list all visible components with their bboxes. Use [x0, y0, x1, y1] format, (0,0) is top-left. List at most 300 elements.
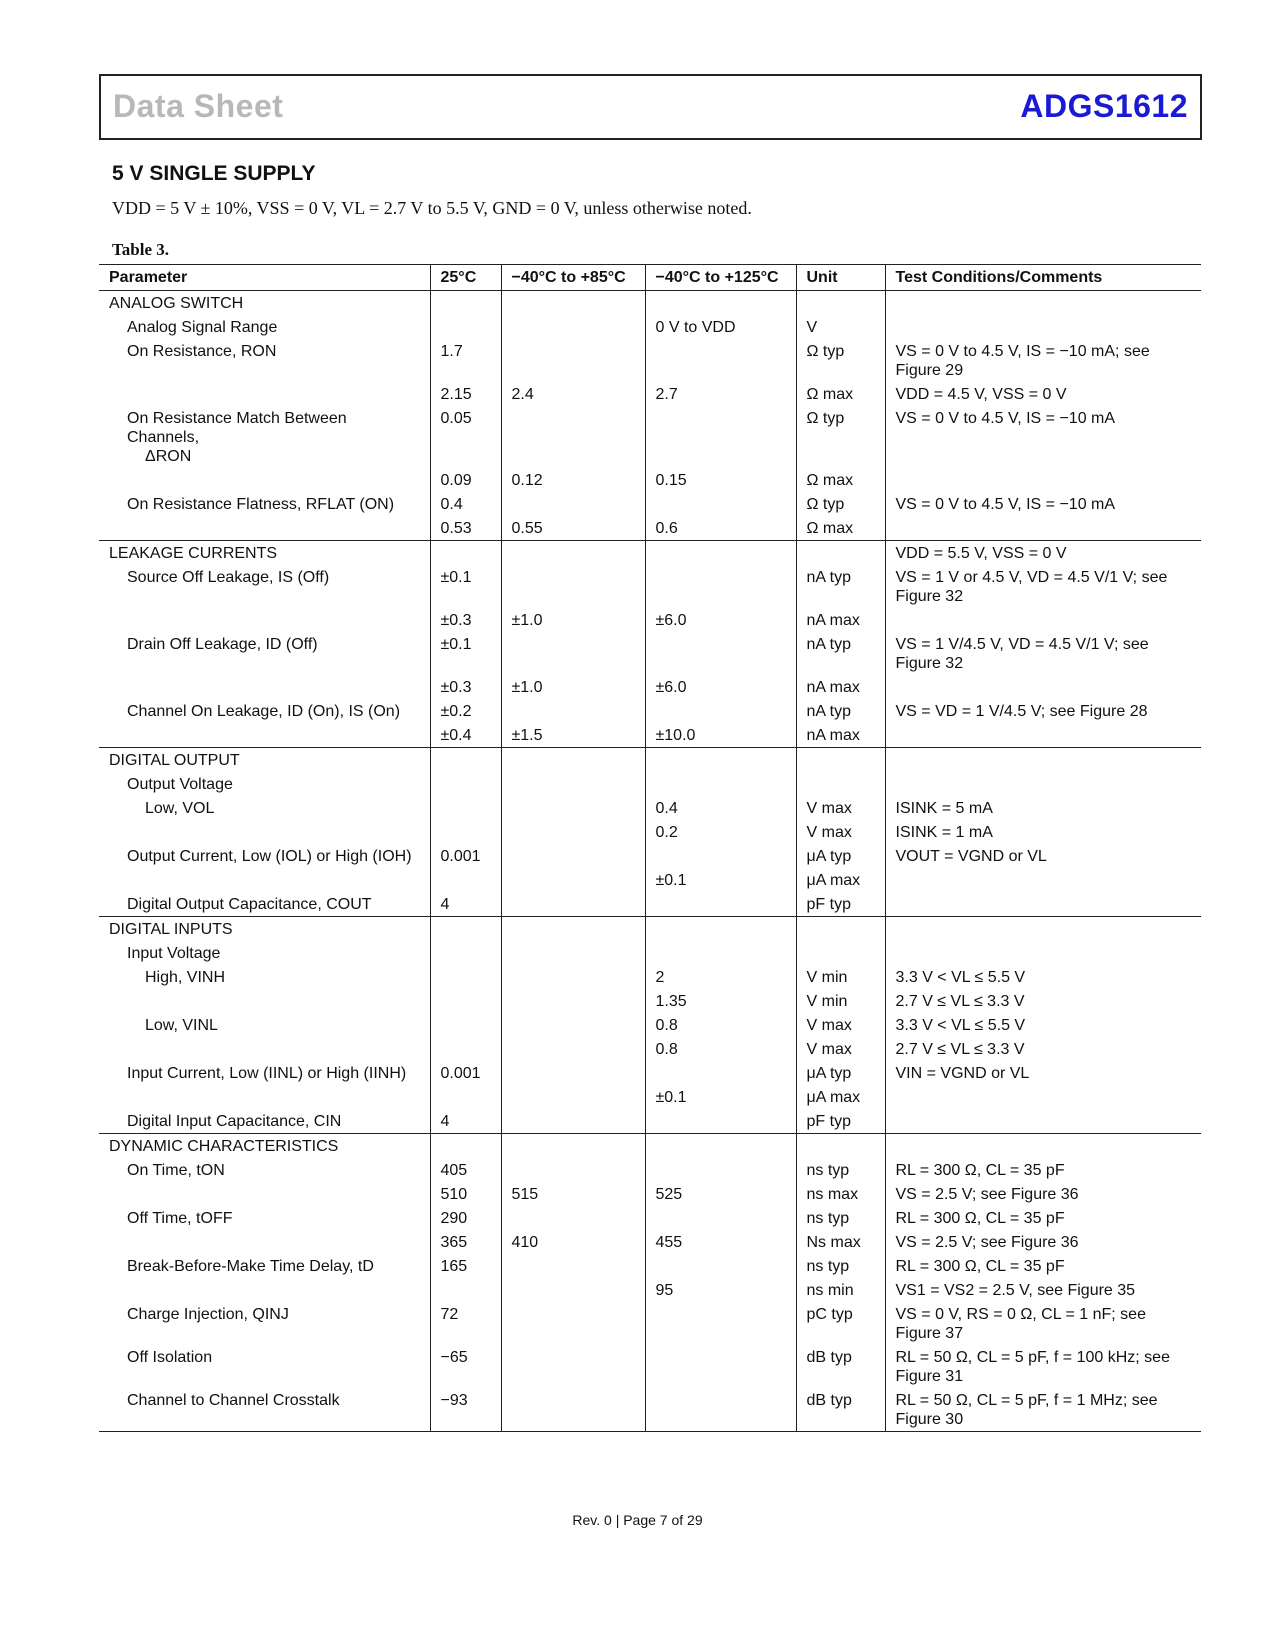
cell-cond: 3.3 V < VL ≤ 5.5 V — [885, 1013, 1201, 1037]
cell-param — [99, 1278, 430, 1302]
cell-unit: ns typ — [796, 1206, 885, 1230]
cell-c85 — [501, 406, 645, 468]
cell-param — [99, 1134, 430, 1159]
parameter-label: Digital Output Capacitance, COUT — [127, 896, 372, 913]
cell-c25 — [430, 989, 501, 1013]
table-row — [99, 1278, 1201, 1302]
cell-c25: ±0.4 — [430, 723, 501, 748]
parameter-label: On Resistance Match Between Channels, — [127, 410, 347, 446]
cell-unit: ns min — [796, 1278, 885, 1302]
cell-cond — [885, 772, 1201, 796]
cell-c85 — [501, 632, 645, 675]
cell-param — [99, 339, 430, 382]
table-row — [99, 820, 1201, 844]
cell-unit — [796, 1134, 885, 1159]
cell-param — [99, 1302, 430, 1345]
table-row — [99, 675, 1201, 699]
cell-c85 — [501, 917, 645, 942]
cell-c125 — [645, 291, 796, 316]
table-row — [99, 796, 1201, 820]
table-group-row — [99, 917, 1201, 942]
cell-c25: 405 — [430, 1158, 501, 1182]
cell-c125 — [645, 917, 796, 942]
cell-param — [99, 516, 430, 541]
cell-param — [99, 989, 430, 1013]
cell-c125 — [645, 1109, 796, 1134]
cell-c85 — [501, 1037, 645, 1061]
cell-unit: μA max — [796, 1085, 885, 1109]
table-row — [99, 1388, 1201, 1432]
cell-cond: RL = 50 Ω, CL = 5 pF, f = 1 MHz; see Figure 30 — [885, 1388, 1201, 1432]
cell-unit: μA typ — [796, 844, 885, 868]
cell-cond — [885, 675, 1201, 699]
cell-unit — [796, 941, 885, 965]
parameter-label: On Time, tON — [127, 1162, 225, 1179]
col-header-parameter: Parameter — [99, 265, 430, 291]
cell-c85: 0.55 — [501, 516, 645, 541]
parameter-label: Low, VOL — [145, 800, 215, 817]
cell-unit: nA typ — [796, 632, 885, 675]
cell-param — [99, 1037, 430, 1061]
cell-cond: ISINK = 1 mA — [885, 820, 1201, 844]
cell-param — [99, 820, 430, 844]
cell-c85 — [501, 796, 645, 820]
parameter-label: Channel to Channel Crosstalk — [127, 1392, 340, 1409]
table-row — [99, 844, 1201, 868]
table-row — [99, 1013, 1201, 1037]
cell-c85: ±1.0 — [501, 675, 645, 699]
cell-c125 — [645, 941, 796, 965]
cell-c25: 0.53 — [430, 516, 501, 541]
cell-c125: 2 — [645, 965, 796, 989]
cell-c25 — [430, 1085, 501, 1109]
cell-cond — [885, 868, 1201, 892]
cell-cond: VS = 0 V to 4.5 V, IS = −10 mA — [885, 492, 1201, 516]
cell-unit — [796, 748, 885, 773]
cell-cond: VS = 2.5 V; see Figure 36 — [885, 1230, 1201, 1254]
cell-param — [99, 675, 430, 699]
table-row — [99, 468, 1201, 492]
cell-c25: ±0.2 — [430, 699, 501, 723]
section-title: 5 V SINGLE SUPPLY — [112, 162, 316, 185]
table-row — [99, 1345, 1201, 1388]
cell-c25: 4 — [430, 1109, 501, 1134]
cell-param — [99, 1061, 430, 1085]
cell-c25: 72 — [430, 1302, 501, 1345]
table-row — [99, 1037, 1201, 1061]
cell-param — [99, 1109, 430, 1134]
cell-unit — [796, 772, 885, 796]
cell-c25: 165 — [430, 1254, 501, 1278]
cell-cond — [885, 468, 1201, 492]
table-row — [99, 699, 1201, 723]
parameter-label: Analog Signal Range — [127, 319, 278, 336]
cell-unit: V min — [796, 965, 885, 989]
col-header-unit: Unit — [796, 265, 885, 291]
cell-c85 — [501, 1254, 645, 1278]
cell-unit: V min — [796, 989, 885, 1013]
parameter-label-continued: ΔRON — [145, 448, 192, 465]
page-footer: Rev. 0 | Page 7 of 29 — [572, 1512, 703, 1528]
cell-c25 — [430, 941, 501, 965]
table-row — [99, 892, 1201, 917]
cell-param — [99, 1206, 430, 1230]
cell-unit: V max — [796, 796, 885, 820]
table-row — [99, 941, 1201, 965]
cell-cond — [885, 917, 1201, 942]
cell-c85 — [501, 989, 645, 1013]
cell-c85 — [501, 1158, 645, 1182]
table-row — [99, 1206, 1201, 1230]
cell-c125 — [645, 541, 796, 566]
parameter-label: Channel On Leakage, ID (On), IS (On) — [127, 703, 401, 720]
cell-unit — [796, 917, 885, 942]
cell-param — [99, 796, 430, 820]
cell-c85 — [501, 339, 645, 382]
cell-c125: 0.15 — [645, 468, 796, 492]
cell-param — [99, 541, 430, 566]
cell-unit: nA typ — [796, 565, 885, 608]
cell-c25: 2.15 — [430, 382, 501, 406]
cell-cond: VS = 1 V or 4.5 V, VD = 4.5 V/1 V; see Figure 32 — [885, 565, 1201, 608]
header-part-number: ADGS1612 — [1020, 88, 1188, 124]
cell-unit: Ω typ — [796, 406, 885, 468]
cell-c125: ±10.0 — [645, 723, 796, 748]
cell-cond — [885, 1085, 1201, 1109]
table-group-row — [99, 748, 1201, 773]
cell-c125 — [645, 1206, 796, 1230]
parameter-label: ANALOG SWITCH — [109, 295, 244, 312]
cell-c125: 455 — [645, 1230, 796, 1254]
cell-c85 — [501, 1388, 645, 1432]
cell-c125: 0.8 — [645, 1013, 796, 1037]
cell-c125 — [645, 339, 796, 382]
cell-cond: ISINK = 5 mA — [885, 796, 1201, 820]
table-row — [99, 1109, 1201, 1134]
cell-c25: 0.05 — [430, 406, 501, 468]
cell-c25: −65 — [430, 1345, 501, 1388]
cell-c85 — [501, 492, 645, 516]
cell-c25 — [430, 541, 501, 566]
cell-c85 — [501, 1345, 645, 1388]
parameter-label: LEAKAGE CURRENTS — [109, 545, 278, 562]
cell-param — [99, 1388, 430, 1432]
cell-param — [99, 941, 430, 965]
table-row — [99, 632, 1201, 675]
cell-c25 — [430, 1037, 501, 1061]
cell-unit: V max — [796, 1037, 885, 1061]
header-doc-type: Data Sheet — [113, 88, 284, 124]
cell-c85 — [501, 541, 645, 566]
parameter-label: High, VINH — [145, 969, 226, 986]
cell-cond: VOUT = VGND or VL — [885, 844, 1201, 868]
cell-c85 — [501, 965, 645, 989]
cell-param — [99, 382, 430, 406]
table-row — [99, 868, 1201, 892]
cell-c25: 0.4 — [430, 492, 501, 516]
cell-c85 — [501, 565, 645, 608]
cell-c125: 0 V to VDD — [645, 315, 796, 339]
cell-cond: RL = 300 Ω, CL = 35 pF — [885, 1254, 1201, 1278]
cell-param — [99, 1230, 430, 1254]
table-group-row — [99, 541, 1201, 566]
cell-c25: ±0.3 — [430, 608, 501, 632]
cell-c85 — [501, 1013, 645, 1037]
cell-c85 — [501, 844, 645, 868]
table-row — [99, 965, 1201, 989]
cell-c85: 2.4 — [501, 382, 645, 406]
table-row — [99, 1302, 1201, 1345]
cell-c25: 510 — [430, 1182, 501, 1206]
cell-cond — [885, 1109, 1201, 1134]
cell-unit: μA max — [796, 868, 885, 892]
cell-c125 — [645, 699, 796, 723]
cell-param — [99, 1085, 430, 1109]
cell-c25 — [430, 291, 501, 316]
cell-c125 — [645, 1134, 796, 1159]
cell-c125: ±0.1 — [645, 1085, 796, 1109]
cell-c25 — [430, 820, 501, 844]
cell-c25 — [430, 965, 501, 989]
cell-c125 — [645, 1388, 796, 1432]
cell-c25: ±0.3 — [430, 675, 501, 699]
cell-c125 — [645, 406, 796, 468]
table-row — [99, 1158, 1201, 1182]
cell-c125: 95 — [645, 1278, 796, 1302]
table-row — [99, 565, 1201, 608]
cell-c85 — [501, 291, 645, 316]
cell-c125: 2.7 — [645, 382, 796, 406]
cell-c85: ±1.5 — [501, 723, 645, 748]
cell-unit: V max — [796, 820, 885, 844]
cell-c25 — [430, 748, 501, 773]
cell-param — [99, 748, 430, 773]
cell-c125 — [645, 892, 796, 917]
spec-table — [99, 264, 1201, 1432]
parameter-label: Low, VINL — [145, 1017, 218, 1034]
table-row — [99, 406, 1201, 468]
cell-unit: nA max — [796, 675, 885, 699]
cell-cond: RL = 50 Ω, CL = 5 pF, f = 100 kHz; see Figure 31 — [885, 1345, 1201, 1388]
parameter-label: On Resistance, RON — [127, 343, 277, 360]
cell-c85 — [501, 1109, 645, 1134]
cell-cond: 3.3 V < VL ≤ 5.5 V — [885, 965, 1201, 989]
cell-unit: dB typ — [796, 1388, 885, 1432]
table-row — [99, 1182, 1201, 1206]
table-row — [99, 1254, 1201, 1278]
table-row — [99, 608, 1201, 632]
cell-c25: −93 — [430, 1388, 501, 1432]
cell-c25: 0.001 — [430, 1061, 501, 1085]
cell-c25 — [430, 315, 501, 339]
cell-cond — [885, 941, 1201, 965]
cell-c25 — [430, 1278, 501, 1302]
cell-param — [99, 468, 430, 492]
cell-c85 — [501, 1278, 645, 1302]
cell-unit: Ω max — [796, 468, 885, 492]
cell-c125 — [645, 772, 796, 796]
cell-c125 — [645, 1254, 796, 1278]
cell-param — [99, 772, 430, 796]
cell-c125: 0.4 — [645, 796, 796, 820]
cell-c125: ±0.1 — [645, 868, 796, 892]
cell-unit: nA typ — [796, 699, 885, 723]
spec-table-container — [99, 264, 1201, 1432]
cell-c125: 1.35 — [645, 989, 796, 1013]
table-row — [99, 492, 1201, 516]
parameter-label: Input Current, Low (IINL) or High (IINH) — [127, 1065, 407, 1082]
cell-c85 — [501, 892, 645, 917]
cell-c85 — [501, 748, 645, 773]
spec-table-body — [99, 291, 1201, 1432]
cell-c125: ±6.0 — [645, 608, 796, 632]
table-row — [99, 1061, 1201, 1085]
cell-c85 — [501, 315, 645, 339]
cell-unit — [796, 541, 885, 566]
col-header-85c: −40°C to +85°C — [501, 265, 645, 291]
cell-unit: Ω max — [796, 516, 885, 541]
cell-param — [99, 723, 430, 748]
cell-cond — [885, 315, 1201, 339]
cell-c85: 410 — [501, 1230, 645, 1254]
cell-cond — [885, 291, 1201, 316]
cell-unit: Ω typ — [796, 339, 885, 382]
cell-cond: VS1 = VS2 = 2.5 V, see Figure 35 — [885, 1278, 1201, 1302]
cell-c125 — [645, 565, 796, 608]
cell-c125: 0.2 — [645, 820, 796, 844]
cell-c25: 365 — [430, 1230, 501, 1254]
cell-c25: ±0.1 — [430, 632, 501, 675]
cell-c125: 525 — [645, 1182, 796, 1206]
cell-unit: nA max — [796, 608, 885, 632]
table-row — [99, 382, 1201, 406]
cell-cond: VDD = 5.5 V, VSS = 0 V — [885, 541, 1201, 566]
parameter-label: Output Current, Low (IOL) or High (IOH) — [127, 848, 412, 865]
cell-c125: ±6.0 — [645, 675, 796, 699]
cell-c125 — [645, 492, 796, 516]
cell-c125 — [645, 844, 796, 868]
cell-unit — [796, 291, 885, 316]
table-row — [99, 1230, 1201, 1254]
col-header-conditions: Test Conditions/Comments — [885, 265, 1201, 291]
cell-cond — [885, 748, 1201, 773]
cell-unit: pF typ — [796, 892, 885, 917]
cell-c125: 0.6 — [645, 516, 796, 541]
parameter-label: Drain Off Leakage, ID (Off) — [127, 636, 318, 653]
cell-param — [99, 1345, 430, 1388]
cell-c125 — [645, 748, 796, 773]
cell-c25 — [430, 1134, 501, 1159]
cell-c125 — [645, 1061, 796, 1085]
cell-param — [99, 868, 430, 892]
cell-unit: dB typ — [796, 1345, 885, 1388]
cell-param — [99, 892, 430, 917]
parameter-label: On Resistance Flatness, RFLAT (ON) — [127, 496, 395, 513]
cell-c25: 290 — [430, 1206, 501, 1230]
cell-cond: VS = VD = 1 V/4.5 V; see Figure 28 — [885, 699, 1201, 723]
cell-param — [99, 492, 430, 516]
parameter-label: Output Voltage — [127, 776, 233, 793]
cell-param — [99, 1158, 430, 1182]
cell-c85: ±1.0 — [501, 608, 645, 632]
table-caption: Table 3. — [112, 240, 170, 259]
parameter-label: Break-Before-Make Time Delay, tD — [127, 1258, 374, 1275]
cell-param — [99, 608, 430, 632]
table-row — [99, 989, 1201, 1013]
cell-cond: RL = 300 Ω, CL = 35 pF — [885, 1206, 1201, 1230]
parameter-label: Off Time, tOFF — [127, 1210, 233, 1227]
cell-cond: VS = 0 V to 4.5 V, IS = −10 mA — [885, 406, 1201, 468]
cell-unit: Ns max — [796, 1230, 885, 1254]
cell-c25: 0.09 — [430, 468, 501, 492]
supply-conditions: VDD = 5 V ± 10%, VSS = 0 V, VL = 2.7 V to 5.5 V, GND = 0 V, unless otherwise noted. — [112, 198, 752, 218]
cell-c85: 0.12 — [501, 468, 645, 492]
parameter-label: Digital Input Capacitance, CIN — [127, 1113, 342, 1130]
table-group-row — [99, 291, 1201, 316]
cell-cond: VS = 1 V/4.5 V, VD = 4.5 V/1 V; see Figure 32 — [885, 632, 1201, 675]
parameter-label: Source Off Leakage, IS (Off) — [127, 569, 330, 586]
cell-c25 — [430, 917, 501, 942]
cell-c85 — [501, 772, 645, 796]
cell-c125 — [645, 1158, 796, 1182]
parameter-label: DYNAMIC CHARACTERISTICS — [109, 1138, 339, 1155]
cell-cond: VS = 0 V, RS = 0 Ω, CL = 1 nF; see Figure 37 — [885, 1302, 1201, 1345]
cell-param — [99, 315, 430, 339]
cell-param — [99, 699, 430, 723]
cell-c85 — [501, 1134, 645, 1159]
cell-cond: 2.7 V ≤ VL ≤ 3.3 V — [885, 989, 1201, 1013]
cell-cond — [885, 723, 1201, 748]
cell-param — [99, 1254, 430, 1278]
cell-unit: Ω max — [796, 382, 885, 406]
cell-param — [99, 844, 430, 868]
cell-c85 — [501, 820, 645, 844]
cell-c85 — [501, 1061, 645, 1085]
cell-cond — [885, 516, 1201, 541]
cell-c85: 515 — [501, 1182, 645, 1206]
cell-param — [99, 965, 430, 989]
cell-unit: ns typ — [796, 1158, 885, 1182]
table-row — [99, 772, 1201, 796]
table-row — [99, 723, 1201, 748]
cell-cond: RL = 300 Ω, CL = 35 pF — [885, 1158, 1201, 1182]
cell-c85 — [501, 868, 645, 892]
parameter-label: Input Voltage — [127, 945, 221, 962]
cell-unit: pC typ — [796, 1302, 885, 1345]
cell-param — [99, 406, 430, 468]
cell-param — [99, 291, 430, 316]
cell-cond: VIN = VGND or VL — [885, 1061, 1201, 1085]
col-header-125c: −40°C to +125°C — [645, 265, 796, 291]
cell-c85 — [501, 699, 645, 723]
cell-c85 — [501, 941, 645, 965]
parameter-label: Charge Injection, QINJ — [127, 1306, 289, 1323]
cell-param — [99, 565, 430, 608]
cell-c25 — [430, 868, 501, 892]
page-header — [99, 74, 1202, 140]
cell-c125: 0.8 — [645, 1037, 796, 1061]
cell-unit: nA max — [796, 723, 885, 748]
cell-cond — [885, 608, 1201, 632]
cell-cond — [885, 1134, 1201, 1159]
cell-unit: ns typ — [796, 1254, 885, 1278]
cell-c85 — [501, 1085, 645, 1109]
cell-unit: μA typ — [796, 1061, 885, 1085]
table-header-row — [99, 265, 1201, 291]
cell-c25 — [430, 772, 501, 796]
cell-param — [99, 917, 430, 942]
cell-param — [99, 1182, 430, 1206]
